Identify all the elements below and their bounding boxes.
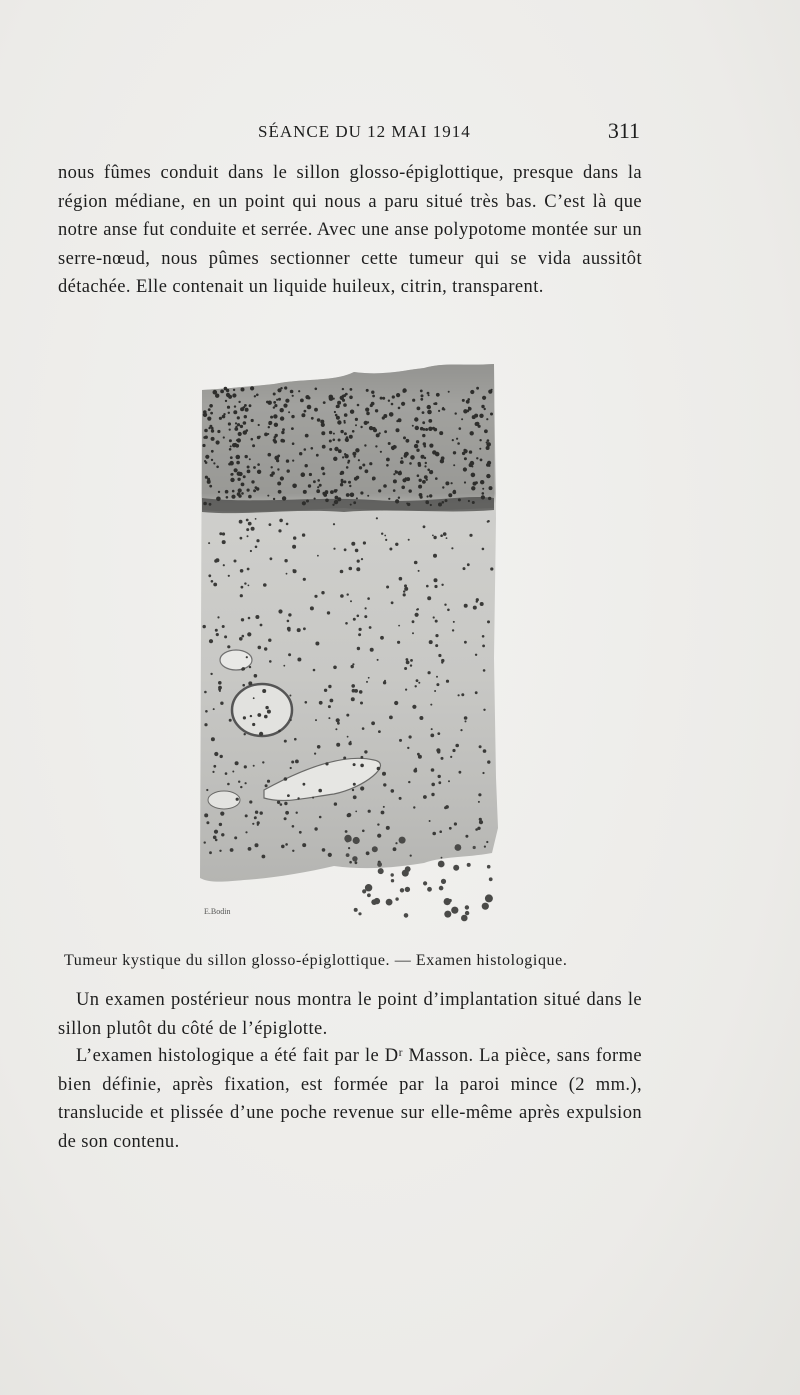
paragraph-examen: Un examen postérieur nous montra le point d’implantation situé dans le sillon plutôt du côté de l’épiglotte. bbox=[58, 990, 642, 1039]
figure-caption: Tumeur kystique du sillon glosso-épiglottique. — Examen histologique. bbox=[64, 952, 568, 969]
paragraph-continuation: nous fûmes conduit dans le sillon glosso-épiglottique, presque dans la région médiane, en un point qui nous a paru situé très bas. C’est là que notre anse fut conduite et serrée. Avec une anse polypotome montée sur un serre-nœud, nous pûmes sectionner cette tumeur qui se vida aussitôt détachée. Elle contenait un liquide huileux, citrin, transparent. bbox=[58, 163, 642, 298]
running-title: SÉANCE DU 12 MAI 1914 bbox=[258, 122, 471, 141]
vessel-lumen bbox=[220, 650, 252, 670]
running-header bbox=[60, 118, 640, 148]
paragraph-histologie: L’examen histologique a été fait par le Dʳ Masson. La pièce, sans forme bien définie, après fixation, est formée par la paroi mince (2 mm.), translucide et plissée d’une poche revenue sur elle-même après expulsion de son contenu. bbox=[58, 1046, 642, 1152]
cyst-cavity bbox=[232, 684, 292, 736]
histology-figure bbox=[194, 358, 504, 938]
small-cavity bbox=[208, 791, 240, 809]
page-number: 311 bbox=[607, 118, 640, 143]
illustrator-signature: E.Bodin bbox=[204, 907, 231, 916]
histology-illustration bbox=[194, 358, 504, 938]
